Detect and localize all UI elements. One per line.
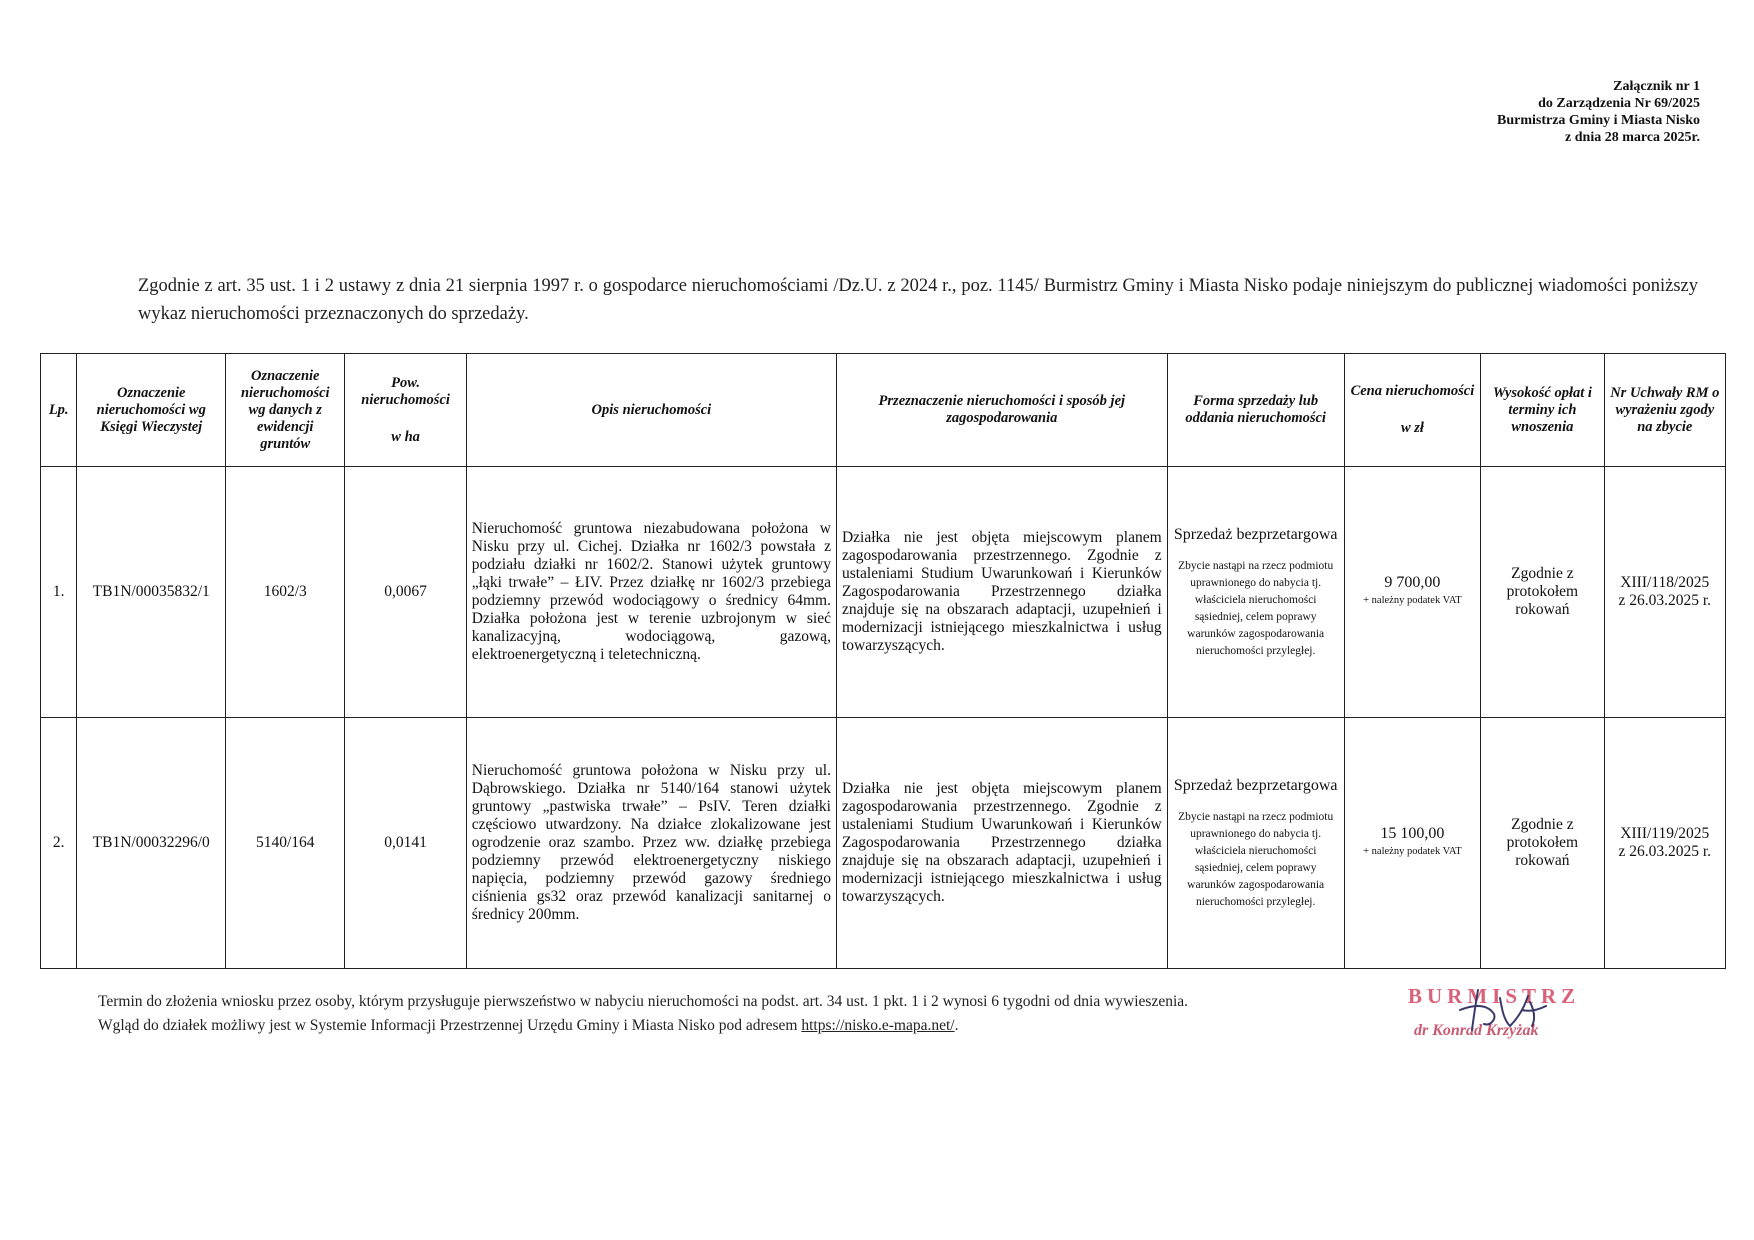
cell-kw: TB1N/00032296/0 — [77, 718, 226, 969]
cell-uchwala — [1604, 467, 1725, 718]
header-uchwala: Nr Uchwały RM o wyrażeniu zgody na zbycie — [1604, 354, 1725, 467]
cell-forma — [1167, 467, 1344, 718]
header-cena-label: Cena nieruchomości — [1350, 383, 1475, 399]
cell-ewid: 5140/164 — [226, 718, 345, 969]
footer-deadline-note: Termin do złożenia wniosku przez osoby, którym przysługuje pierwszeństwo w nabyciu nieruchomości na podst. art. 34 ust. 1 pkt. 1 i 2 wynosi 6 tygodni od dnia wywieszenia. — [98, 993, 1189, 1010]
header-cena — [1344, 354, 1481, 467]
cell-cena — [1344, 467, 1481, 718]
header-ewid: Oznaczenie nieruchomości wg danych z ewidencji gruntów — [226, 354, 345, 467]
cell-lp: 1. — [41, 467, 77, 718]
cell-przeznaczenie: Działka nie jest objęta miejscowym planem zagospodarowania przestrzennego. Zgodnie z ustaleniami Studium Uwarunkowań i Kierunków Zagospodarowania Przestrzennego działka znajduje się na obszarach adaptacji, uzupełnień i modernizacji istniejącego mieszkalnictwa i usług towarzyszących. — [836, 467, 1167, 718]
table-row — [41, 467, 1726, 718]
header-pow-unit: w ha — [391, 428, 420, 445]
stamp-title: BURMISTRZ — [1408, 984, 1581, 1008]
header-przeznaczenie: Przeznaczenie nieruchomości i sposób jej zagospodarowania — [836, 354, 1167, 467]
intro-paragraph: Zgodnie z art. 35 ust. 1 i 2 ustawy z dnia 21 sierpnia 1997 r. o gospodarce nieruchomościami /Dz.U. z 2024 r., poz. 1145/ Burmistrz Gminy i Miasta Nisko podaje niniejszym do publicznej wiadomości poniższy wykaz nieruchomości przeznaczonych do sprzedaży. — [138, 276, 1698, 324]
price-vat-note: + należny podatek VAT — [1363, 595, 1462, 606]
map-link[interactable]: https://nisko.e-mapa.net/ — [801, 1017, 955, 1034]
cell-opis: Nieruchomość gruntowa niezabudowana położona w Nisku przy ul. Cichej. Działka nr 1602/3 powstała z podziału działki nr 1602/2. Stanowi użytek gruntowy „łąki trwałe” – ŁIV. Przez działkę nr 1602/3 przebiega podziemny przewód wodociągowy o średnicy 64mm. Działka położona jest w terenie uzbrojonym w sieć kanalizacyjną, wodociągową, gazową, elektroenergetyczną i teletechniczną. — [466, 467, 836, 718]
cell-kw: TB1N/00035832/1 — [77, 467, 226, 718]
header-line-1: Załącznik nr 1 — [1613, 79, 1700, 94]
cell-oplaty: Zgodnie z protokołem rokowań — [1481, 467, 1604, 718]
signature-stamp — [1400, 980, 1600, 1058]
cell-uchwala — [1604, 718, 1725, 969]
forma-note: Zbycie nastąpi na rzecz podmiotu uprawnionego do nabycia tj. właściciela nieruchomości sąsiedniej, celem poprawy warunków zagospodarowania nieruchomości przyległej. — [1178, 560, 1334, 657]
cell-oplaty: Zgodnie z protokołem rokowań — [1481, 718, 1604, 969]
cell-forma — [1167, 718, 1344, 969]
price-vat-note: + należny podatek VAT — [1363, 846, 1462, 857]
footer-map-note — [98, 1014, 1358, 1038]
cell-opis: Nieruchomość gruntowa położona w Nisku przy ul. Dąbrowskiego. Działka nr 5140/164 stanowi użytek gruntowy „pastwiska trwałe” – PsIV. Teren działki częściowo utwardzony. Na działce zlokalizowane jest ogrodzenie oraz szambo. Przez ww. działkę przebiega podziemny przewód elektroenergetyczny niskiego napięcia, podziemny przewód gazowy średniego ciśnienia gs32 oraz przewód kanalizacji sanitarnej o średnicy 200mm. — [466, 718, 836, 969]
cell-pow: 0,0141 — [345, 718, 466, 969]
header-oplaty: Wysokość opłat i terminy ich wnoszenia — [1481, 354, 1604, 467]
stamp-name: dr Konrad Krzyżak — [1414, 1022, 1539, 1039]
price-value: 9 700,00 — [1384, 574, 1441, 591]
uchwala-date: z 26.03.2025 r. — [1618, 592, 1712, 609]
cell-cena — [1344, 718, 1481, 969]
header-forma: Forma sprzedaży lub oddania nieruchomości — [1167, 354, 1344, 467]
forma-main: Sprzedaż bezprzetargowa — [1173, 777, 1338, 794]
table-header-row — [41, 354, 1726, 467]
header-lp: Lp. — [41, 354, 77, 467]
forma-note: Zbycie nastąpi na rzecz podmiotu uprawnionego do nabycia tj. właściciela nieruchomości sąsiedniej, celem poprawy warunków zagospodarowania nieruchomości przyległej. — [1178, 811, 1334, 908]
forma-main: Sprzedaż bezprzetargowa — [1173, 526, 1338, 543]
footer-notes — [98, 990, 1358, 1038]
cell-ewid: 1602/3 — [226, 467, 345, 718]
header-line-3: Burmistrza Gminy i Miasta Nisko — [1497, 113, 1700, 128]
cell-lp: 2. — [41, 718, 77, 969]
handwritten-signature-icon — [1400, 980, 1600, 1058]
footer-map-text: Wgląd do działek możliwy jest w Systemie Informacji Przestrzennej Urzędu Gminy i Miasta Nisko pod adresem — [98, 1017, 802, 1034]
footer-map-end: . — [954, 1017, 959, 1034]
header-line-4: z dnia 28 marca 2025r. — [1565, 130, 1700, 145]
price-value: 15 100,00 — [1380, 825, 1445, 842]
header-pow-label: Pow. nieruchomości — [361, 374, 450, 408]
table-row — [41, 718, 1726, 969]
header-opis: Opis nieruchomości — [466, 354, 836, 467]
cell-przeznaczenie: Działka nie jest objęta miejscowym planem zagospodarowania przestrzennego. Zgodnie z ustaleniami Studium Uwarunkowań i Kierunków Zagospodarowania Przestrzennego działka znajduje się na obszarach adaptacji, uzupełnień i modernizacji istniejącego mieszkalnictwa i usług towarzyszących. — [836, 718, 1167, 969]
uchwala-number: XIII/119/2025 — [1620, 825, 1710, 842]
header-cena-unit: w zł — [1400, 420, 1424, 436]
cell-pow: 0,0067 — [345, 467, 466, 718]
uchwala-date: z 26.03.2025 r. — [1618, 843, 1712, 860]
header-kw: Oznaczenie nieruchomości wg Księgi Wieczystej — [77, 354, 226, 467]
property-table — [40, 353, 1726, 969]
document-header — [1497, 78, 1700, 146]
header-line-2: do Zarządzenia Nr 69/2025 — [1538, 96, 1700, 111]
uchwala-number: XIII/118/2025 — [1620, 574, 1710, 591]
header-pow — [345, 354, 466, 467]
